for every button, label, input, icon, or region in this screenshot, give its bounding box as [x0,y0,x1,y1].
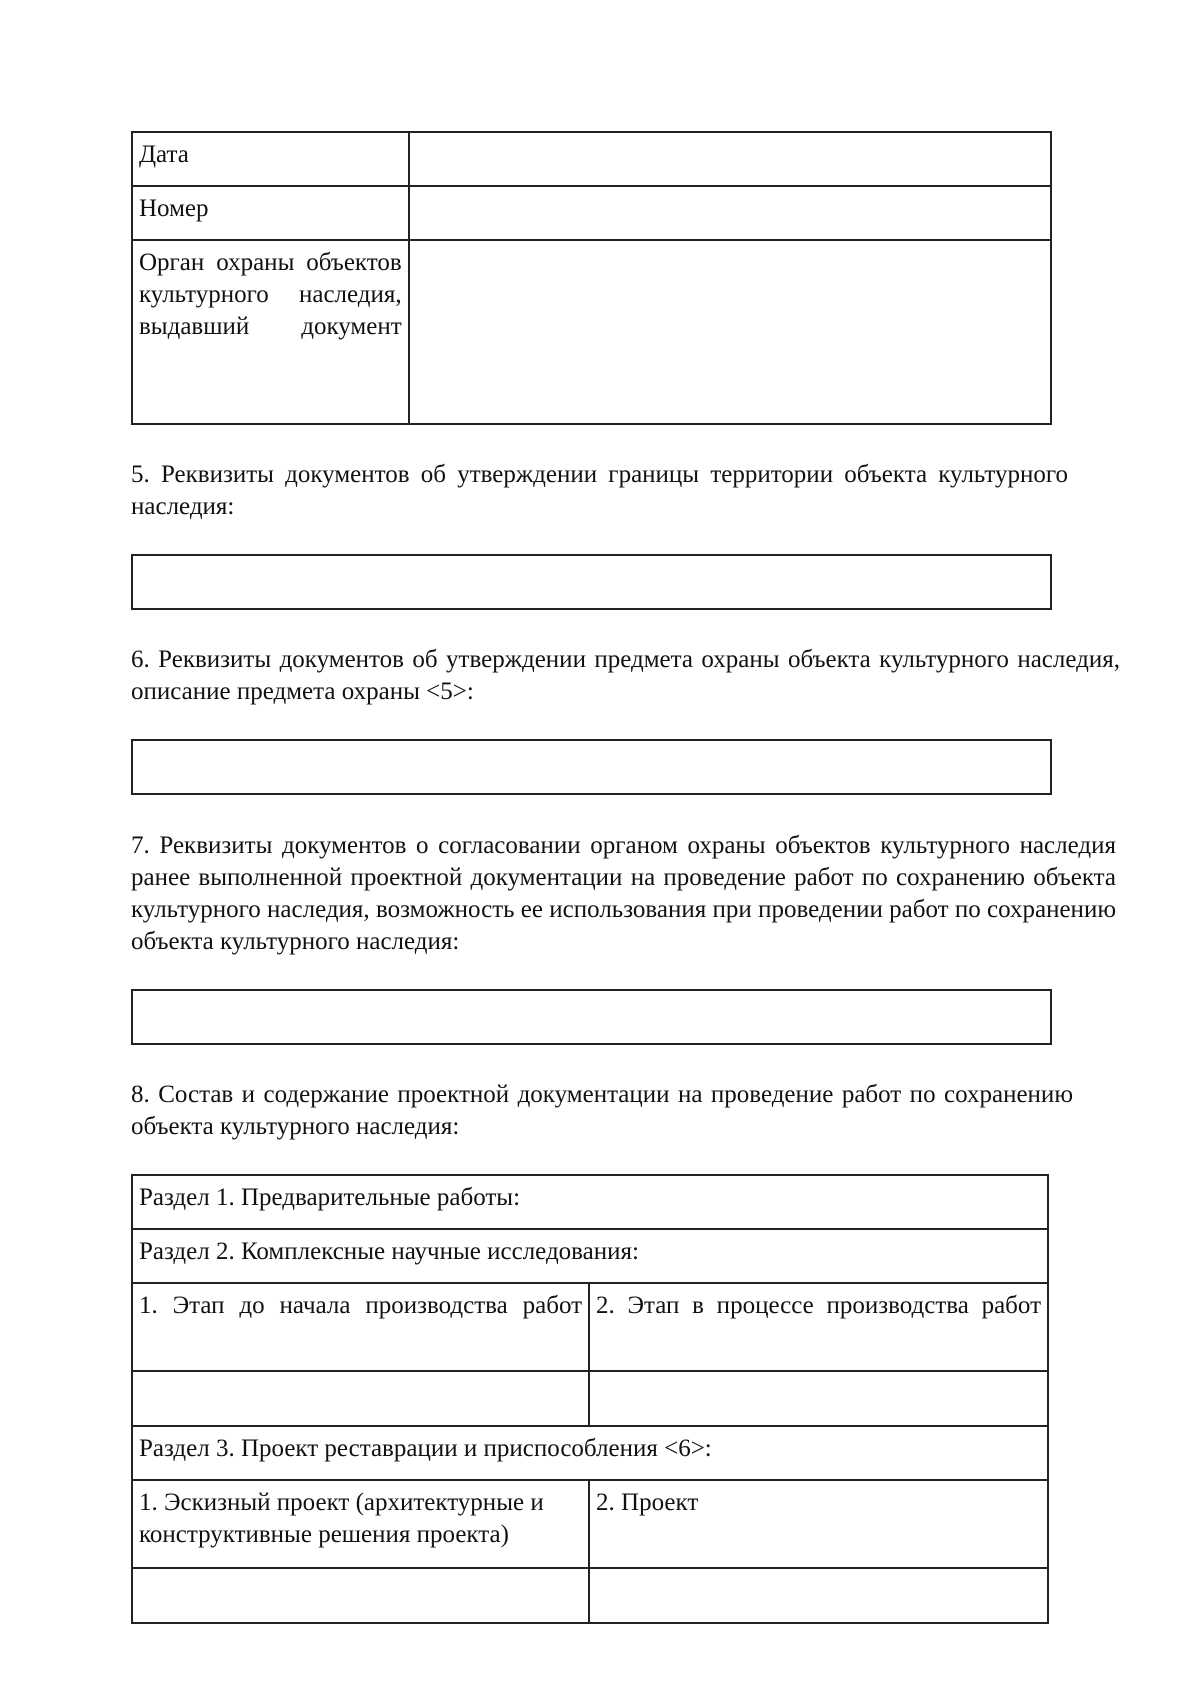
section-8-text: 8. Состав и содержание проектной документации на проведение работ по сохранению объекта культурного наследия: [131,1081,1073,1140]
date-value[interactable] [409,132,1051,186]
razdel-3-project-value[interactable] [589,1568,1048,1623]
issuing-authority-label: Орган охраны объектов культурного наследия, выдавший документ [132,240,409,424]
section-6-field[interactable] [131,739,1052,795]
project-documentation-table [131,1174,1049,1624]
date-label: Дата [132,132,409,186]
razdel-1-row: Раздел 1. Предварительные работы: [132,1175,1048,1229]
razdel-3-project: 2. Проект [589,1480,1048,1568]
razdel-2-row: Раздел 2. Комплексные научные исследования: [132,1229,1048,1283]
razdel-2-stage-2: 2. Этап в процессе производства работ [589,1283,1048,1371]
razdel-3-sketch-project: 1. Эскизный проект (архитектурные и конструктивные решения проекта) [132,1480,589,1568]
number-label: Номер [132,186,409,240]
razdel-3-row: Раздел 3. Проект реставрации и приспособления <6>: [132,1426,1048,1480]
section-6-text: 6. Реквизиты документов об утверждении предмета охраны объекта культурного наследия, описание предмета охраны <5>: [131,646,1120,705]
section-7-field[interactable] [131,989,1052,1045]
issuing-authority-value[interactable] [409,240,1051,424]
number-value[interactable] [409,186,1051,240]
section-5-field[interactable] [131,554,1052,610]
document-info-table [131,131,1052,425]
razdel-2-stage-1-value[interactable] [132,1371,589,1426]
razdel-2-stage-2-value[interactable] [589,1371,1048,1426]
section-7-text: 7. Реквизиты документов о согласовании органом охраны объектов культурного наследия ранее выполненной проектной документации на проведение работ по сохранению объекта культурного наследия, возможность ее использования при проведении работ по сохранению объекта культурного наследия: [131,832,1116,955]
razdel-2-stage-1: 1. Этап до начала производства работ [132,1283,589,1371]
section-5-text: 5. Реквизиты документов об утверждении границы территории объекта культурного наследия: [131,461,1068,520]
razdel-3-sketch-project-value[interactable] [132,1568,589,1623]
